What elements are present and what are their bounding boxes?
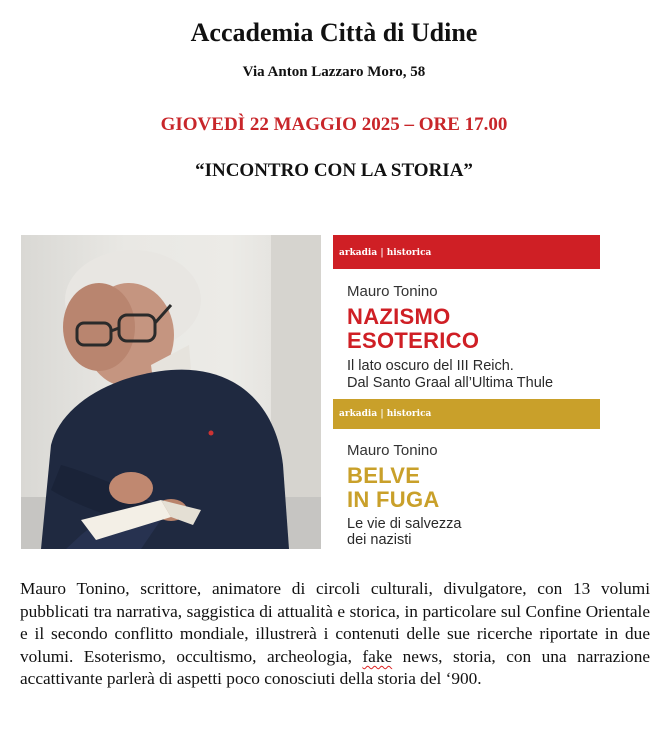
book-2-subtitle-line2: dei nazisti — [347, 532, 412, 548]
book-1-title-line1: NAZISMO — [347, 304, 451, 329]
book-covers — [333, 235, 600, 549]
book-2-title-line2: IN FUGA — [347, 487, 440, 512]
book-1-title-line2: ESOTERICO — [347, 328, 480, 353]
book-2-author: Mauro Tonino — [347, 442, 438, 459]
address: Via Anton Lazzaro Moro, 58 — [242, 64, 426, 80]
publisher-band-1: arkadia | historica — [333, 235, 600, 269]
book-2-subtitle-line1: Le vie di salvezza — [347, 516, 462, 532]
description-text-start: Mauro Tonino, scrittore, animatore di circoli culturali, divulgatore, con 13 volumi pubblicati tra narrativa, saggistica di attualità e storica, in particolare sul Confine Orientale e il secondo conflitto mondiale, illustrerà i contenuti delle sue ricerche riportate in due volumi. Esoterismo, occultismo, archeologia, — [20, 579, 650, 666]
publisher-band-2: arkadia | historica — [333, 399, 600, 429]
academy-title: Accademia Città di Udine — [190, 18, 478, 47]
description-paragraph — [20, 578, 650, 691]
description-text-end: news, storia, con una narrazione accattivante parlerà di aspetti poco conosciuti della storia del ‘900. — [20, 646, 650, 689]
author-photo — [21, 235, 321, 549]
book-2-title-line1: BELVE — [347, 463, 421, 488]
event-series-title: “INCONTRO CON LA STORIA” — [195, 160, 473, 181]
book-1-subtitle-line2: Dal Santo Graal all’Ultima Thule — [347, 375, 554, 391]
spellcheck-word: fake — [362, 646, 393, 666]
event-date: GIOVEDÌ 22 MAGGIO 2025 – ORE 17.00 — [160, 114, 508, 135]
book-1-author: Mauro Tonino — [347, 283, 438, 300]
book-1-subtitle-line1: Il lato oscuro del III Reich. — [347, 358, 514, 374]
